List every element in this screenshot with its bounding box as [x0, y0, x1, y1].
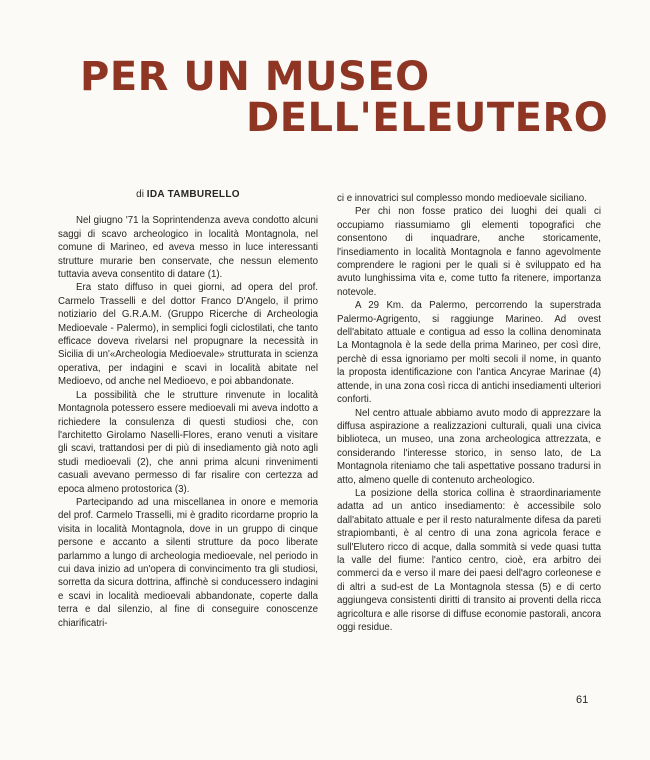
- byline-prefix: di: [136, 189, 144, 200]
- right-column: [337, 192, 601, 634]
- paragraph: Partecipando ad una miscellanea in onore e memoria del prof. Carmelo Trasselli, mi è gradito ricordarne proprio la visita in località Montagnola, dove in un gruppo di cinque persone e accanto a silenti strutture da poco liberate parlammo a lungo di archeologia medioevale, nel periodo in cui dava inizio ad un'opera di convincimento tra gli studiosi, sorretta da sicura dottrina, affinchè si conducessero indagini e scavi in località medioevali abbandonate, coperte dalla terra e dal silenzio, al fine di conseguire conoscenze chiarificatri-: [58, 496, 318, 629]
- paragraph: Nel centro attuale abbiamo avuto modo di apprezzare la diffusa aspirazione a realizzazioni culturali, quali una civica biblioteca, un museo, una zona archeologica attrezzata, e considerando l'interesse storico, in senso lato, de La Montagnola riteniamo che tali aspettative possano tradursi in atto, almeno quelle di contenuto archeologico.: [337, 407, 601, 486]
- page-number: 61: [576, 694, 589, 706]
- paragraph-continuation: ci e innovatrici sul complesso mondo medioevale siciliano.: [337, 193, 587, 204]
- paragraph: La possibilità che le strutture rinvenute in località Montagnola potessero essere medioevali mi aveva indotto a richiedere la consulenza di questi studiosi che, con l'architetto Girolamo Naselli-Flores, erano venuti a visitare gli scavi, trattandosi per di più di insediamento già noto agli studi medioevali (2), che anni prima alcuni rinvenimenti casuali avevano permesso di far risalire con certezza ad epoca almeno protostorica (3).: [58, 389, 318, 495]
- left-column: [58, 188, 318, 630]
- paragraph: Nel giugno '71 la Soprintendenza aveva condotto alcuni saggi di scavo archeologico in località Montagnola, nel comune di Marineo, ed aveva messo in luce interessanti strutture murarie ben conservate, che nessun elemento tuttavia aveva consentito di datare (1).: [58, 215, 318, 281]
- article-title-line-1: PER UN MUSEO: [80, 54, 430, 100]
- author-name: IDA TAMBURELLO: [146, 189, 240, 200]
- article-title-line-2: DELL'ELEUTERO: [246, 95, 609, 141]
- paragraph: A 29 Km. da Palermo, percorrendo la superstrada Palermo-Agrigento, si raggiunge Marineo. Ad ovest dell'abitato attuale e contigua ad esso la collina denominata La Montagnola è la sede della prima Marineo, per così dire, perchè di essa ignoriamo per molti secoli il nome, in quanto la proposta identificazione con l'antica Ancyrae Marinae (4) attende, in una zona così ricca di antichi insediamenti ulteriori conforti.: [337, 300, 601, 406]
- paragraph: Era stato diffuso in quei giorni, ad opera del prof. Carmelo Trasselli e del dottor Franco D'Angelo, il primo notiziario del G.R.A.M. (Gruppo Ricerche di Archeologia Medioevale - Palermo), in semplici fogli ciclostilati, che tanto efficace doveva rivelarsi nel propugnare la necessità in Sicilia di un'«Archeologia Medioevale» strutturata in scienza operativa, per indagini e scavi in località abitate nel Medioevo, od anche nel Medioevo, e poi abbandonate.: [58, 282, 318, 388]
- paragraph: Per chi non fosse pratico dei luoghi dei quali ci occupiamo riassumiamo gli elementi topografici che consentono di inquadrare, anche storicamente, l'insediamento in località Montagnola e fanno agevolmente comprendere le ragioni per le quali si è sviluppato ed ha avuto lunghissima vita e, come tutto fa ritenere, importanza notevole.: [337, 206, 601, 298]
- byline: [58, 188, 318, 201]
- paragraph: La posizione della storica collina è straordinariamente adatta ad un antico insediamento: è accessibile solo dall'abitato attuale e per il resto naturalmente difesa da pareti strapiombanti, è al centro di una zona agricola ferace e sull'Elutero ricco di acque, dalla sommità si vede quasi tutta la valle del fiume: l'antico centro, cioè, era arbitro dei commerci da e verso il mare dei paesi dell'agro corleonese e di altri a sud-est de La Montagnola stessa (5) e di certo aggiungeva consistenti diritti di transito ai proventi della ricca agricoltura e alle risorse di diffuse economie pastorali, ancora oggi residue.: [337, 487, 601, 633]
